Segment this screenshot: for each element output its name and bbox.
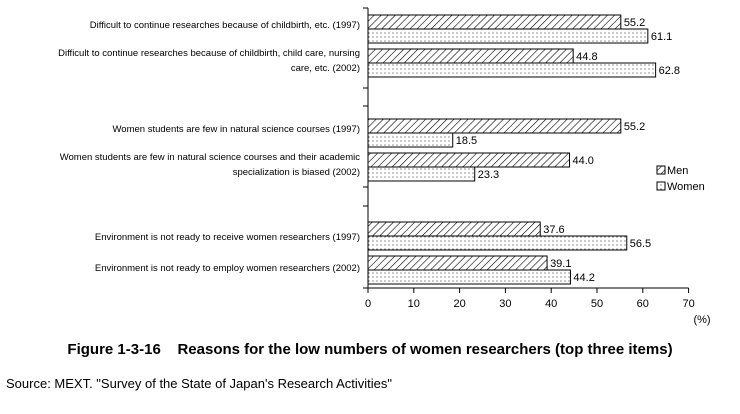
value-label-women-5: 44.2 — [573, 272, 595, 284]
bar-men-2 — [368, 119, 621, 133]
x-tick-label-50: 50 — [590, 298, 604, 310]
x-tick-label-60: 60 — [636, 298, 649, 310]
legend-label-women: Women — [667, 181, 705, 193]
value-label-men-0: 55.2 — [623, 17, 646, 29]
legend-swatch-men — [657, 166, 665, 174]
category-label-5-0: Environment is not ready to employ women researchers (2002) — [94, 263, 360, 274]
category-label-1-1: care, etc. (2002) — [290, 63, 360, 74]
value-label-men-4: 37.6 — [543, 224, 565, 236]
bar-men-1 — [368, 49, 573, 63]
x-tick-label-30: 30 — [499, 298, 512, 310]
bar-women-4 — [368, 236, 627, 250]
bar-women-2 — [368, 133, 453, 147]
x-tick-label-70: 70 — [682, 298, 695, 310]
x-axis-label: (%) — [693, 314, 711, 326]
value-label-men-5: 39.1 — [550, 258, 572, 270]
category-label-3-1: specialization is biased (2002) — [232, 167, 360, 178]
value-label-men-1: 44.8 — [576, 51, 598, 63]
category-label-1-0: Difficult to continue researches because of childbirth, child care, nursing — [58, 48, 360, 59]
value-label-women-3: 23.3 — [477, 169, 500, 181]
category-label-3-0: Women students are few in natural science courses and their academic — [59, 152, 360, 163]
bar-men-0 — [368, 15, 621, 29]
bar-women-5 — [368, 270, 570, 284]
bar-men-4 — [368, 222, 540, 236]
value-label-women-4: 56.5 — [629, 238, 652, 250]
value-label-men-2: 55.2 — [623, 121, 646, 133]
category-label-0-0: Difficult to continue researches because of childbirth, etc. (1997) — [89, 20, 360, 31]
bar-women-1 — [368, 63, 656, 77]
value-label-women-0: 61.1 — [650, 31, 673, 43]
source-note: Source: MEXT. "Survey of the State of Japan's Research Activities" — [6, 376, 393, 391]
value-label-women-1: 62.8 — [658, 65, 681, 77]
bar-men-5 — [368, 256, 547, 270]
figure-caption: Figure 1-3-16 Reasons for the low numbers of women researchers (top three items) — [67, 341, 673, 358]
value-label-men-3: 44.0 — [572, 155, 594, 167]
x-tick-label-0: 0 — [364, 298, 372, 310]
category-label-2-0: Women students are few in natural science courses (1997) — [112, 124, 360, 135]
x-tick-label-20: 20 — [453, 298, 466, 310]
bar-women-0 — [368, 29, 648, 43]
x-tick-label-40: 40 — [545, 298, 558, 310]
legend-swatch-women — [657, 182, 665, 190]
legend-label-men: Men — [667, 165, 689, 177]
plot-area — [58, 8, 710, 326]
bar-men-3 — [368, 153, 570, 167]
x-tick-label-10: 10 — [407, 298, 420, 310]
bar-women-3 — [368, 167, 475, 181]
category-label-4-0: Environment is not ready to receive women researchers (1997) — [94, 232, 360, 243]
value-label-women-2: 18.5 — [455, 135, 478, 147]
